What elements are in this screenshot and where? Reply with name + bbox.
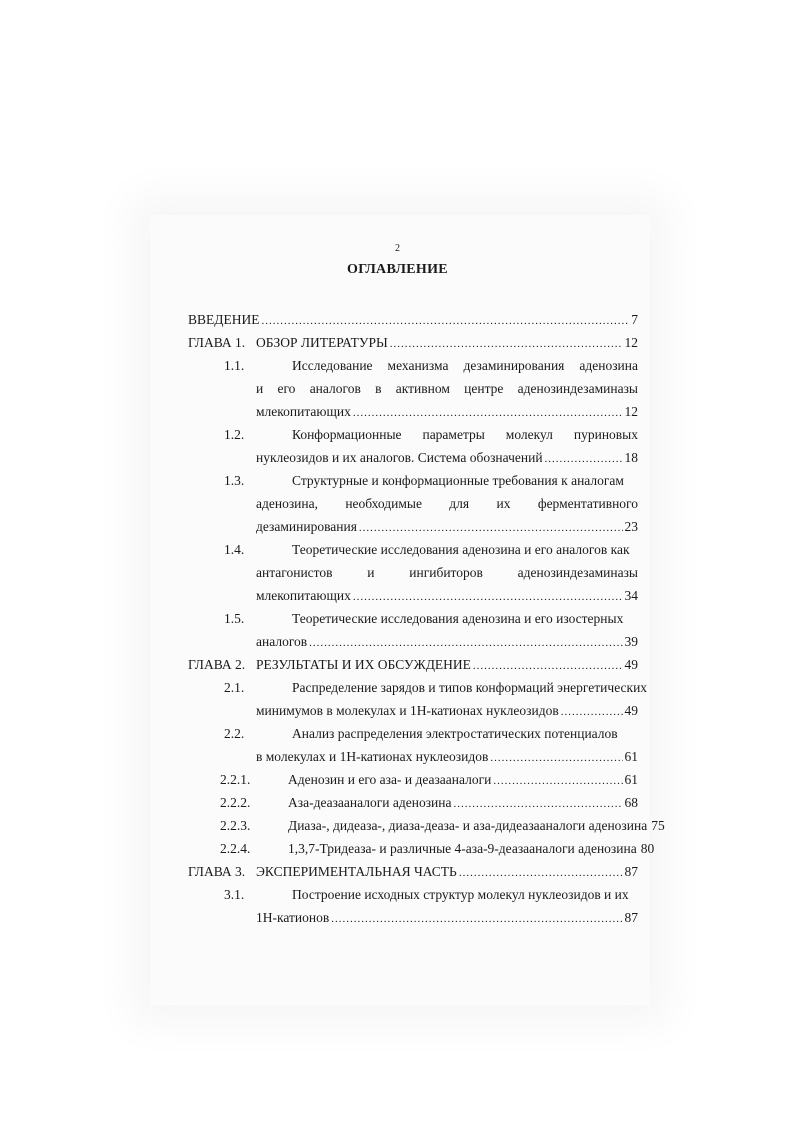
- entry-page: 68: [624, 795, 638, 810]
- subsection-number: 2.2.1.: [220, 772, 251, 787]
- leader-dots: [490, 747, 622, 770]
- leader-dots: [493, 770, 622, 793]
- section-title-line: аналогов: [256, 634, 308, 649]
- leader-dots: [261, 310, 629, 333]
- section-title-line: млекопитающих: [256, 588, 351, 603]
- chapter-title: ЭКСПЕРИМЕНТАЛЬНАЯ ЧАСТЬ: [256, 864, 457, 879]
- leader-dots: [390, 333, 623, 356]
- section-title-line: Конформационные параметры молекул пуриновых: [292, 427, 638, 442]
- toc-entry-1-2: [188, 423, 638, 446]
- subsection-number: 2.2.2.: [220, 795, 251, 810]
- entry-page: 12: [624, 335, 638, 350]
- leader-dots: [459, 862, 623, 885]
- toc-entry-chapter-1: [188, 331, 638, 354]
- toc-entry-intro: [188, 308, 638, 331]
- section-title-line: антагонистов и ингибиторов аденозиндезаминазы: [256, 565, 638, 580]
- entry-page: 87: [624, 864, 638, 879]
- section-number: 2.1.: [224, 680, 245, 695]
- subsection-number: 2.2.4.: [220, 841, 251, 856]
- entry-page: 39: [624, 634, 638, 649]
- toc-entry-1-1: [188, 354, 638, 377]
- chapter-number: ГЛАВА 1.: [188, 335, 246, 350]
- toc-entry-2-2-3: [188, 814, 665, 837]
- leader-dots: [545, 448, 623, 471]
- table-of-contents: [188, 308, 665, 929]
- section-title-line: аденозина, необходимые для их ферментативного: [256, 496, 638, 511]
- chapter-number: ГЛАВА 2.: [188, 657, 246, 672]
- toc-entry-1-3: [188, 469, 638, 492]
- toc-entry-1-3-cont: [188, 492, 638, 515]
- toc-entry-1-2-end: [188, 446, 638, 469]
- section-number: 1.1.: [224, 358, 245, 373]
- toc-entry-2-2-4: [188, 837, 655, 860]
- toc-entry-2-2-1: [188, 768, 638, 791]
- toc-entry-3-1: [188, 883, 638, 906]
- toc-entry-chapter-3: [188, 860, 638, 883]
- leader-dots: [453, 793, 622, 816]
- toc-entry-1-4: [188, 538, 638, 561]
- section-number: 1.4.: [224, 542, 245, 557]
- section-title-line: Теоретические исследования аденозина и его изостерных: [292, 611, 624, 626]
- entry-page: 12: [624, 404, 638, 419]
- section-title-line: и его аналогов в активном центре аденозиндезаминазы: [256, 381, 638, 396]
- section-title-line: Теоретические исследования аденозина и его аналогов как: [292, 542, 630, 557]
- entry-page: 34: [624, 588, 638, 603]
- entry-page: 49: [624, 657, 638, 672]
- toc-entry-1-1-cont: [188, 377, 638, 400]
- section-title-line: млекопитающих: [256, 404, 351, 419]
- section-number: 2.2.: [224, 726, 245, 741]
- subsection-number: 2.2.3.: [220, 818, 251, 833]
- entry-page: 87: [624, 910, 638, 925]
- section-title-line: Анализ распределения электростатических потенциалов: [292, 726, 618, 741]
- leader-dots: [473, 655, 623, 678]
- subsection-title: Аза-деазааналоги аденозина: [288, 795, 452, 810]
- section-title-line: нуклеозидов и их аналогов. Система обозначений: [256, 450, 543, 465]
- leader-dots: [561, 701, 623, 724]
- section-number: 1.2.: [224, 427, 245, 442]
- toc-entry-3-1-end: [188, 906, 638, 929]
- entry-page: 80: [640, 841, 655, 856]
- section-number: 3.1.: [224, 887, 245, 902]
- entry-label: ВВЕДЕНИЕ: [188, 312, 260, 327]
- toc-entry-2-1: [188, 676, 648, 699]
- entry-page: 61: [624, 772, 638, 787]
- entry-page: 75: [651, 818, 665, 833]
- chapter-title: ОБЗОР ЛИТЕРАТУРЫ: [256, 335, 388, 350]
- toc-entry-2-2-end: [188, 745, 638, 768]
- page-number: 2: [395, 243, 400, 254]
- section-title-line: Структурные и конформационные требования к аналогам: [292, 473, 624, 488]
- section-number: 1.3.: [224, 473, 245, 488]
- section-title-line: минимумов в молекулах и 1H-катионах нуклеозидов: [256, 703, 559, 718]
- section-number: 1.5.: [224, 611, 245, 626]
- chapter-number: ГЛАВА 3.: [188, 864, 246, 879]
- entry-page: 61: [624, 749, 638, 764]
- toc-entry-chapter-2: [188, 653, 638, 676]
- toc-entry-1-1-end: [188, 400, 638, 423]
- entry-page: 23: [624, 519, 638, 534]
- entry-page: 18: [624, 450, 638, 465]
- leader-dots: [353, 402, 623, 425]
- subsection-title: 1,3,7-Тридеаза- и различные 4-аза-9-деазааналоги аденозина: [288, 841, 637, 856]
- toc-entry-1-4-end: [188, 584, 638, 607]
- toc-title: ОГЛАВЛЕНИЕ: [347, 262, 448, 277]
- section-title-line: 1H-катионов: [256, 910, 330, 925]
- toc-entry-2-2-2: [188, 791, 638, 814]
- entry-page: 7: [631, 312, 638, 327]
- toc-entry-1-5: [188, 607, 638, 630]
- entry-page: 49: [624, 703, 638, 718]
- leader-dots: [353, 586, 623, 609]
- toc-entry-2-1-end: [188, 699, 638, 722]
- subsection-title: Диаза-, дидеаза-, диаза-деаза- и аза-дидеазааналоги аденозина: [288, 818, 648, 833]
- section-title-line: дезаминирования: [256, 519, 357, 534]
- chapter-title: РЕЗУЛЬТАТЫ И ИХ ОБСУЖДЕНИЕ: [256, 657, 471, 672]
- leader-dots: [331, 908, 622, 931]
- leader-dots: [359, 517, 623, 540]
- section-title-line: Распределение зарядов и типов конформаций энергетических: [292, 680, 648, 695]
- section-title-line: Построение исходных структур молекул нуклеозидов и их: [292, 887, 629, 902]
- section-title-line: в молекулах и 1H-катионах нуклеозидов: [256, 749, 489, 764]
- leader-dots: [309, 632, 622, 655]
- subsection-title: Аденозин и его аза- и деазааналоги: [288, 772, 492, 787]
- section-title-line: Исследование механизма дезаминирования аденозина: [292, 358, 638, 373]
- toc-entry-1-5-end: [188, 630, 638, 653]
- toc-entry-1-3-end: [188, 515, 638, 538]
- toc-entry-1-4-cont: [188, 561, 638, 584]
- toc-entry-2-2: [188, 722, 638, 745]
